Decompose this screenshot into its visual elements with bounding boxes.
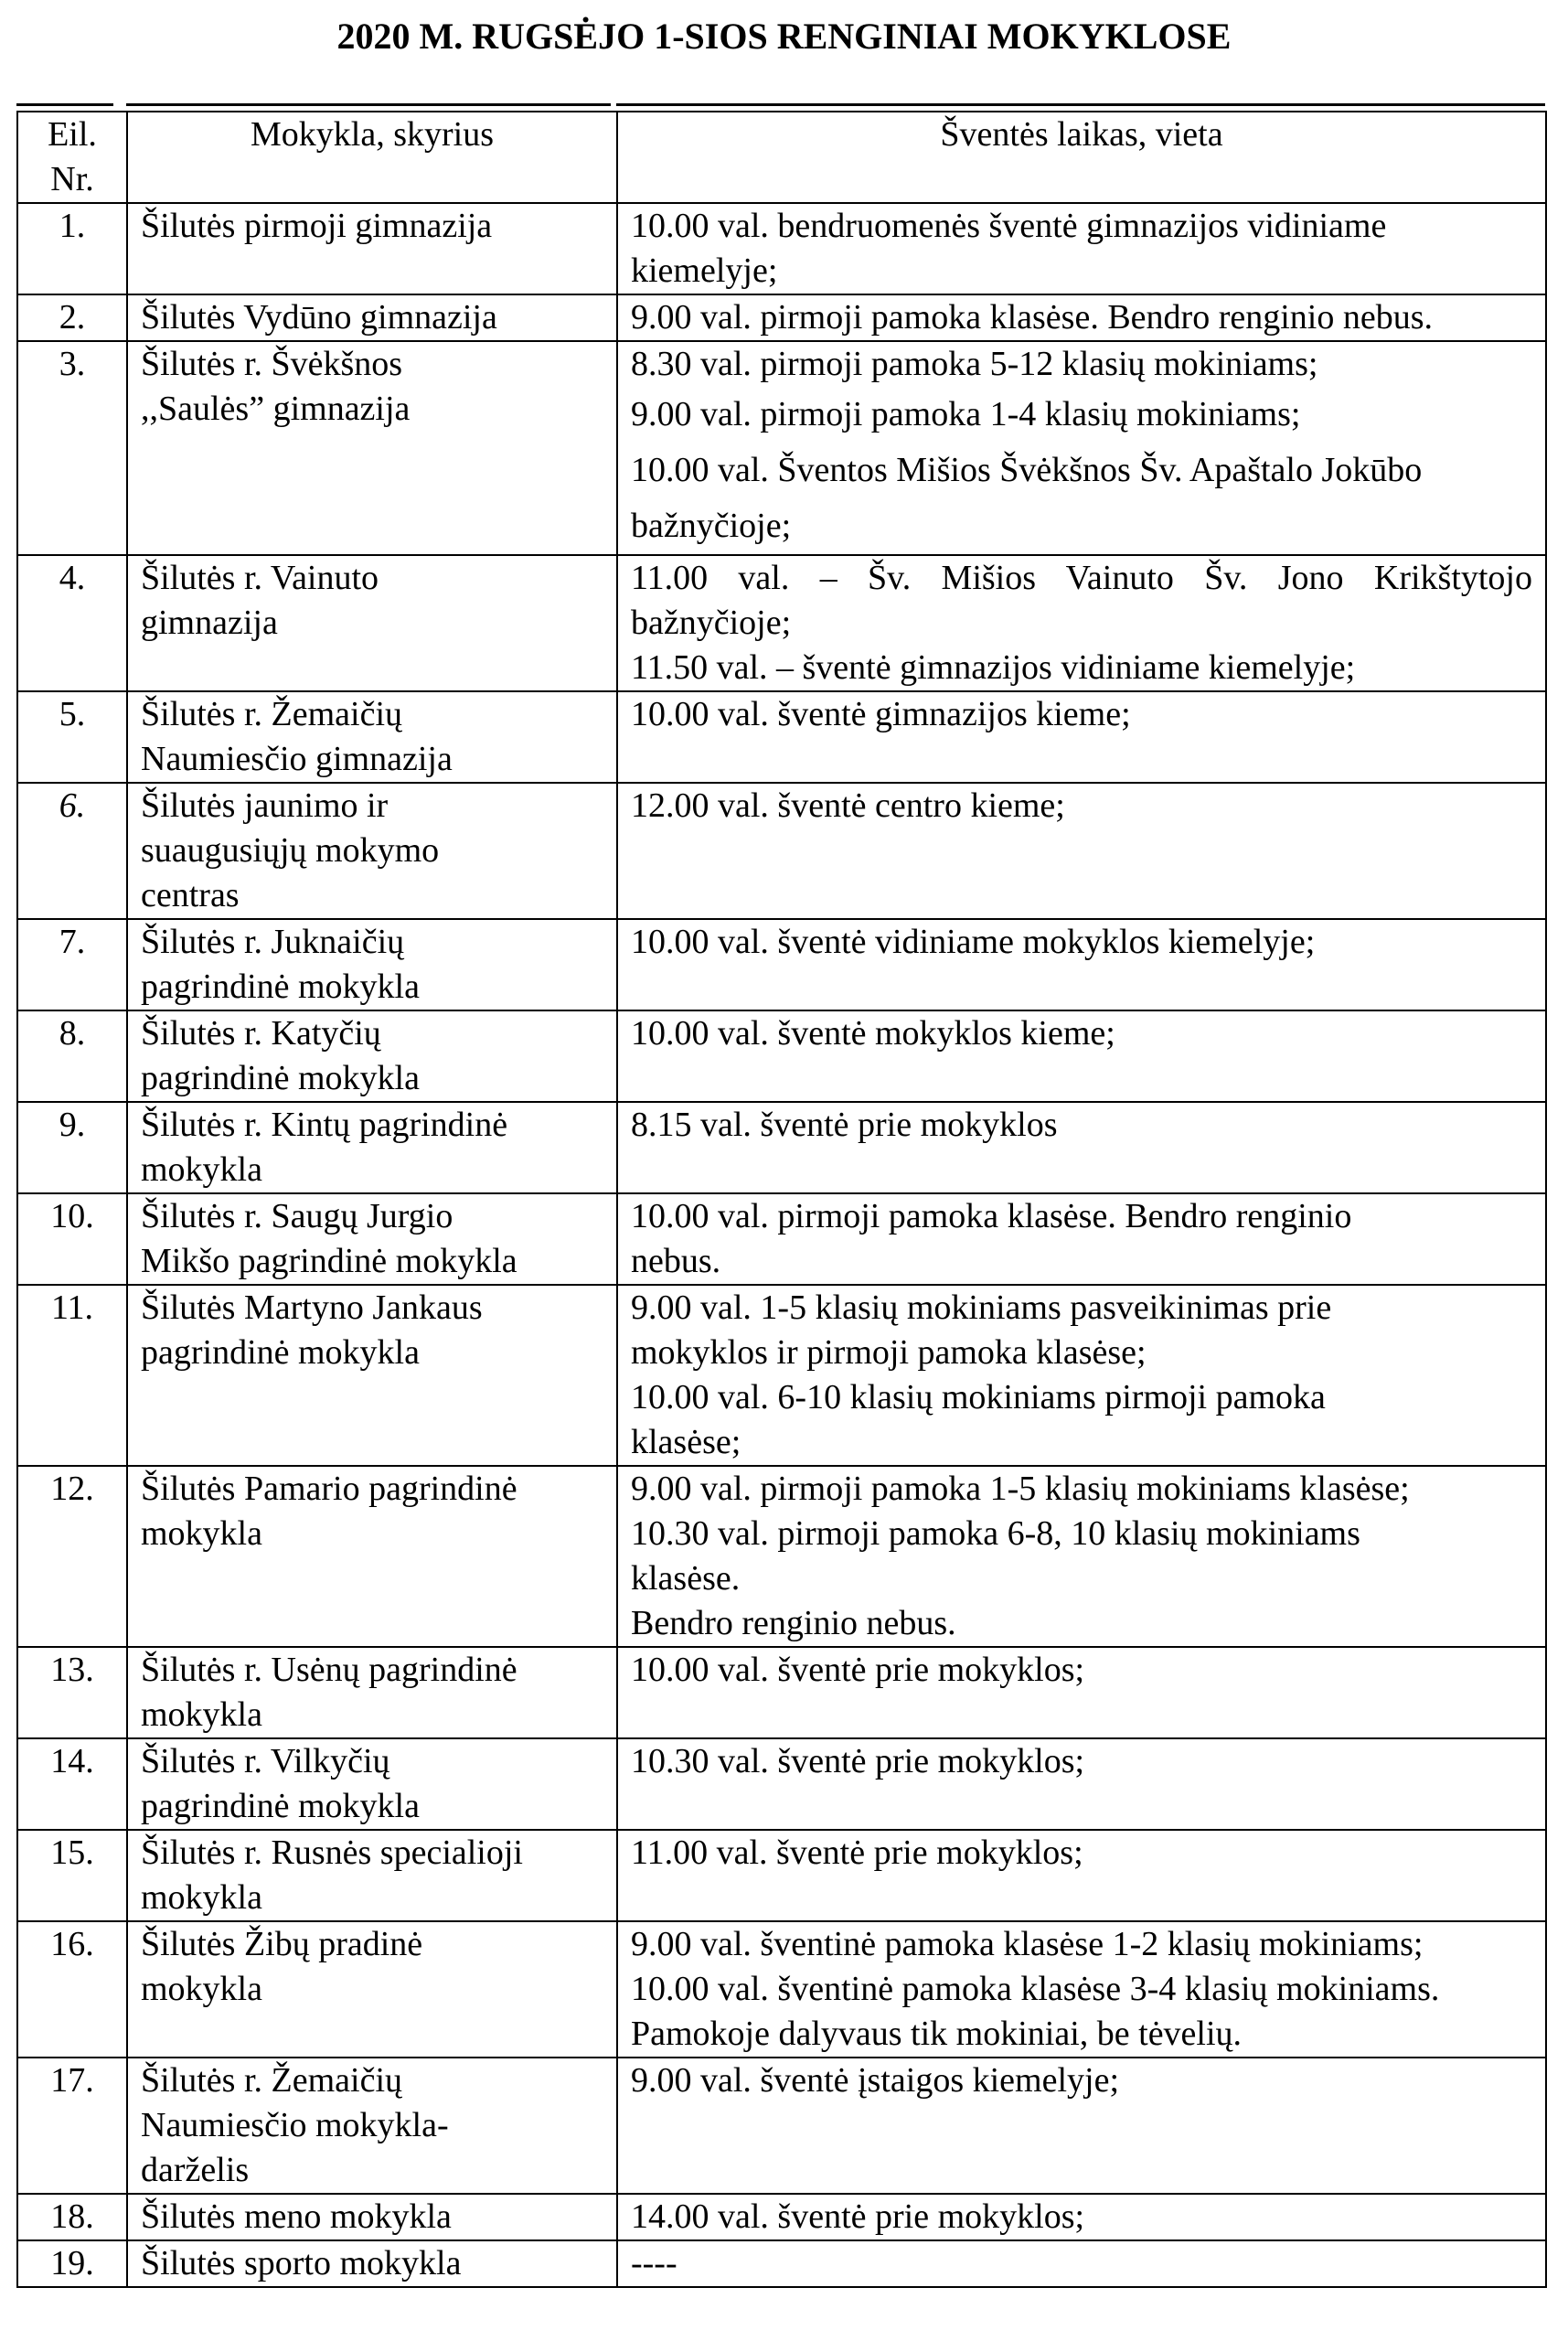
school-line: Šilutės r. Katyčių — [141, 1014, 381, 1053]
table-row — [17, 1010, 1546, 1102]
header-nr-line2: Nr. — [50, 160, 94, 198]
school-line: mokykla — [141, 1514, 262, 1553]
event-line: kiemelyje; — [631, 251, 778, 290]
school-line: Šilutės pirmoji gimnazija — [141, 207, 493, 245]
top-rule-nr — [16, 103, 113, 106]
event-line: 10.00 val. Šventos Mišios Švėkšnos Šv. Apaštalo Jokūbo — [631, 451, 1423, 489]
table-row — [17, 1921, 1546, 2058]
school-line: Šilutės Martyno Jankaus — [141, 1288, 483, 1327]
school-line: centras — [141, 876, 240, 914]
event-line: 9.00 val. pirmoji pamoka klasėse. Bendro renginio nebus. — [631, 298, 1433, 337]
row-number: 2. — [17, 294, 127, 341]
event-cell — [617, 919, 1546, 1010]
row-number: 7. — [17, 919, 127, 1010]
event-line: 10.00 val. šventė vidiniame mokyklos kiemelyje; — [631, 923, 1316, 961]
school-line: Šilutės Žibų pradinė — [141, 1925, 423, 1963]
event-line: bažnyčioje; — [631, 604, 792, 642]
event-line: Bendro renginio nebus. — [631, 1604, 956, 1642]
event-cell — [617, 1285, 1546, 1466]
school-line: mokykla — [141, 1878, 262, 1917]
school-line: pagrindinė mokykla — [141, 1787, 420, 1825]
school-line: Šilutės r. Rusnės specialioji — [141, 1833, 523, 1872]
school-cell — [127, 1647, 617, 1738]
header-nr-line1: Eil. — [48, 115, 97, 154]
school-line: Šilutės r. Švėkšnos — [141, 345, 403, 383]
school-cell — [127, 1921, 617, 2058]
header-school: Mokykla, skyrius — [127, 112, 617, 203]
event-line: 10.00 val. šventė mokyklos kieme; — [631, 1014, 1115, 1053]
event-cell — [617, 1738, 1546, 1830]
row-number: 5. — [17, 691, 127, 783]
school-cell — [127, 2194, 617, 2240]
table-row — [17, 1193, 1546, 1285]
school-cell — [127, 919, 617, 1010]
school-line: mokykla — [141, 1970, 262, 2008]
row-number: 1. — [17, 203, 127, 294]
table-top-rules — [16, 103, 1545, 111]
event-line: bažnyčioje; — [631, 507, 792, 545]
event-line: klasėse. — [631, 1559, 741, 1598]
event-cell — [617, 341, 1546, 555]
event-line: 10.00 val. šventė gimnazijos kieme; — [631, 695, 1131, 733]
school-line: Šilutės r. Žemaičių — [141, 2061, 403, 2100]
school-cell — [127, 203, 617, 294]
table-row — [17, 294, 1546, 341]
table-row — [17, 691, 1546, 783]
school-line: Mikšo pagrindinė mokykla — [141, 1242, 517, 1280]
table-row — [17, 1285, 1546, 1466]
row-number: 6. — [17, 783, 127, 919]
school-line: mokykla — [141, 1695, 262, 1734]
school-line: Naumiesčio gimnazija — [141, 740, 453, 778]
row-number: 19. — [17, 2240, 127, 2287]
school-line: pagrindinė mokykla — [141, 1059, 420, 1097]
school-cell — [127, 1102, 617, 1193]
event-line: klasėse; — [631, 1423, 741, 1461]
school-cell — [127, 1193, 617, 1285]
school-line: pagrindinė mokykla — [141, 1333, 420, 1372]
page-title: 2020 M. RUGSĖJO 1-SIOS RENGINIAI MOKYKLOSE — [336, 16, 1232, 57]
row-number: 10. — [17, 1193, 127, 1285]
event-line: 10.30 val. šventė prie mokyklos; — [631, 1742, 1085, 1780]
event-line: mokyklos ir pirmoji pamoka klasėse; — [631, 1333, 1147, 1372]
event-line: 9.00 val. šventė įstaigos kiemelyje; — [631, 2061, 1120, 2100]
event-line: 10.00 val. šventinė pamoka klasėse 3-4 klasių mokiniams. — [631, 1970, 1440, 2008]
row-number: 17. — [17, 2058, 127, 2194]
school-line: darželis — [141, 2151, 250, 2189]
table-row — [17, 919, 1546, 1010]
school-cell — [127, 2058, 617, 2194]
event-line: 10.00 val. 6-10 klasių mokiniams pirmoji pamoka — [631, 1378, 1326, 1416]
row-number: 15. — [17, 1830, 127, 1921]
school-line: gimnazija — [141, 604, 278, 642]
event-cell — [617, 691, 1546, 783]
event-cell — [617, 294, 1546, 341]
event-cell — [617, 1830, 1546, 1921]
event-line: ---- — [631, 2244, 677, 2282]
school-line: Šilutės meno mokykla — [141, 2197, 452, 2236]
school-line: ,,Saulės” gimnazija — [141, 390, 411, 428]
school-cell — [127, 294, 617, 341]
header-event: Šventės laikas, vieta — [617, 112, 1546, 203]
table-row — [17, 2058, 1546, 2194]
event-line: 12.00 val. šventė centro kieme; — [631, 786, 1065, 825]
school-line: Šilutės r. Juknaičių — [141, 923, 405, 961]
row-number: 12. — [17, 1466, 127, 1647]
row-number: 8. — [17, 1010, 127, 1102]
school-line: Šilutės r. Usėnų pagrindinė — [141, 1651, 517, 1689]
school-line: suaugusiųjų mokymo — [141, 831, 440, 870]
event-cell — [617, 2194, 1546, 2240]
event-line: Pamokoje dalyvaus tik mokiniai, be tėvelių. — [631, 2015, 1243, 2053]
school-cell — [127, 1285, 617, 1466]
top-rule-school — [126, 103, 611, 106]
top-rule-event — [616, 103, 1545, 106]
event-line: 9.00 val. šventinė pamoka klasėse 1-2 klasių mokiniams; — [631, 1925, 1424, 1963]
row-number: 18. — [17, 2194, 127, 2240]
event-cell — [617, 1466, 1546, 1647]
event-line: 9.00 val. pirmoji pamoka 1-4 klasių mokiniams; — [631, 395, 1301, 433]
school-cell — [127, 555, 617, 691]
row-number: 13. — [17, 1647, 127, 1738]
event-cell — [617, 2240, 1546, 2287]
school-line: Naumiesčio mokykla- — [141, 2106, 449, 2144]
table-row — [17, 783, 1546, 919]
header-nr — [17, 112, 127, 203]
table-row — [17, 203, 1546, 294]
school-cell — [127, 691, 617, 783]
event-line: 9.00 val. 1-5 klasių mokiniams pasveikinimas prie — [631, 1288, 1332, 1327]
table-row — [17, 1466, 1546, 1647]
event-line: 11.00 val. šventė prie mokyklos; — [631, 1833, 1083, 1872]
table-row — [17, 341, 1546, 555]
event-cell — [617, 1102, 1546, 1193]
school-cell — [127, 783, 617, 919]
school-line: Šilutės r. Vilkyčių — [141, 1742, 390, 1780]
table-row — [17, 2194, 1546, 2240]
school-cell — [127, 1738, 617, 1830]
school-cell — [127, 341, 617, 555]
school-cell — [127, 2240, 617, 2287]
event-line: 10.00 val. bendruomenės šventė gimnazijos vidiniame — [631, 207, 1387, 245]
school-line: Šilutės r. Žemaičių — [141, 695, 403, 733]
row-number: 4. — [17, 555, 127, 691]
events-table — [16, 111, 1547, 2288]
table-row — [17, 1102, 1546, 1193]
school-line: Šilutės sporto mokykla — [141, 2244, 462, 2282]
school-cell — [127, 1830, 617, 1921]
event-cell — [617, 783, 1546, 919]
event-cell — [617, 1010, 1546, 1102]
school-cell — [127, 1010, 617, 1102]
event-line: nebus. — [631, 1242, 721, 1280]
events-table-wrapper — [16, 103, 1545, 2288]
school-line: Šilutės r. Kintų pagrindinė — [141, 1106, 508, 1144]
table-row — [17, 2240, 1546, 2287]
school-line: Šilutės r. Saugų Jurgio — [141, 1197, 453, 1235]
table-row — [17, 555, 1546, 691]
school-cell — [127, 1466, 617, 1647]
school-line: pagrindinė mokykla — [141, 967, 420, 1006]
table-row — [17, 1647, 1546, 1738]
event-line: 10.00 val. šventė prie mokyklos; — [631, 1651, 1085, 1689]
event-cell — [617, 1921, 1546, 2058]
event-line: 10.30 val. pirmoji pamoka 6-8, 10 klasių mokiniams — [631, 1514, 1360, 1553]
event-line: 10.00 val. pirmoji pamoka klasėse. Bendro renginio — [631, 1197, 1352, 1235]
school-line: Šilutės Vydūno gimnazija — [141, 298, 497, 337]
event-cell — [617, 2058, 1546, 2194]
row-number: 16. — [17, 1921, 127, 2058]
school-line: Šilutės r. Vainuto — [141, 559, 379, 597]
event-cell — [617, 1647, 1546, 1738]
table-row — [17, 1738, 1546, 1830]
school-line: mokykla — [141, 1150, 262, 1189]
row-number: 14. — [17, 1738, 127, 1830]
event-line: 9.00 val. pirmoji pamoka 1-5 klasių mokiniams klasėse; — [631, 1470, 1410, 1508]
table-row — [17, 1830, 1546, 1921]
event-cell — [617, 203, 1546, 294]
event-cell — [617, 555, 1546, 691]
school-line: Šilutės Pamario pagrindinė — [141, 1470, 517, 1508]
event-line: 11.50 val. – šventė gimnazijos vidiniame kiemelyje; — [631, 648, 1356, 687]
school-line: Šilutės jaunimo ir — [141, 786, 389, 825]
event-line: 8.15 val. šventė prie mokyklos — [631, 1106, 1058, 1144]
row-number: 9. — [17, 1102, 127, 1193]
event-line: 8.30 val. pirmoji pamoka 5-12 klasių mokiniams; — [631, 345, 1318, 383]
event-cell — [617, 1193, 1546, 1285]
row-number: 11. — [17, 1285, 127, 1466]
table-header-row — [17, 112, 1546, 203]
event-line: 14.00 val. šventė prie mokyklos; — [631, 2197, 1085, 2236]
event-line: 11.00 val. – Šv. Mišios Vainuto Šv. Jono Krikštytojo — [631, 559, 1532, 597]
row-number: 3. — [17, 341, 127, 555]
